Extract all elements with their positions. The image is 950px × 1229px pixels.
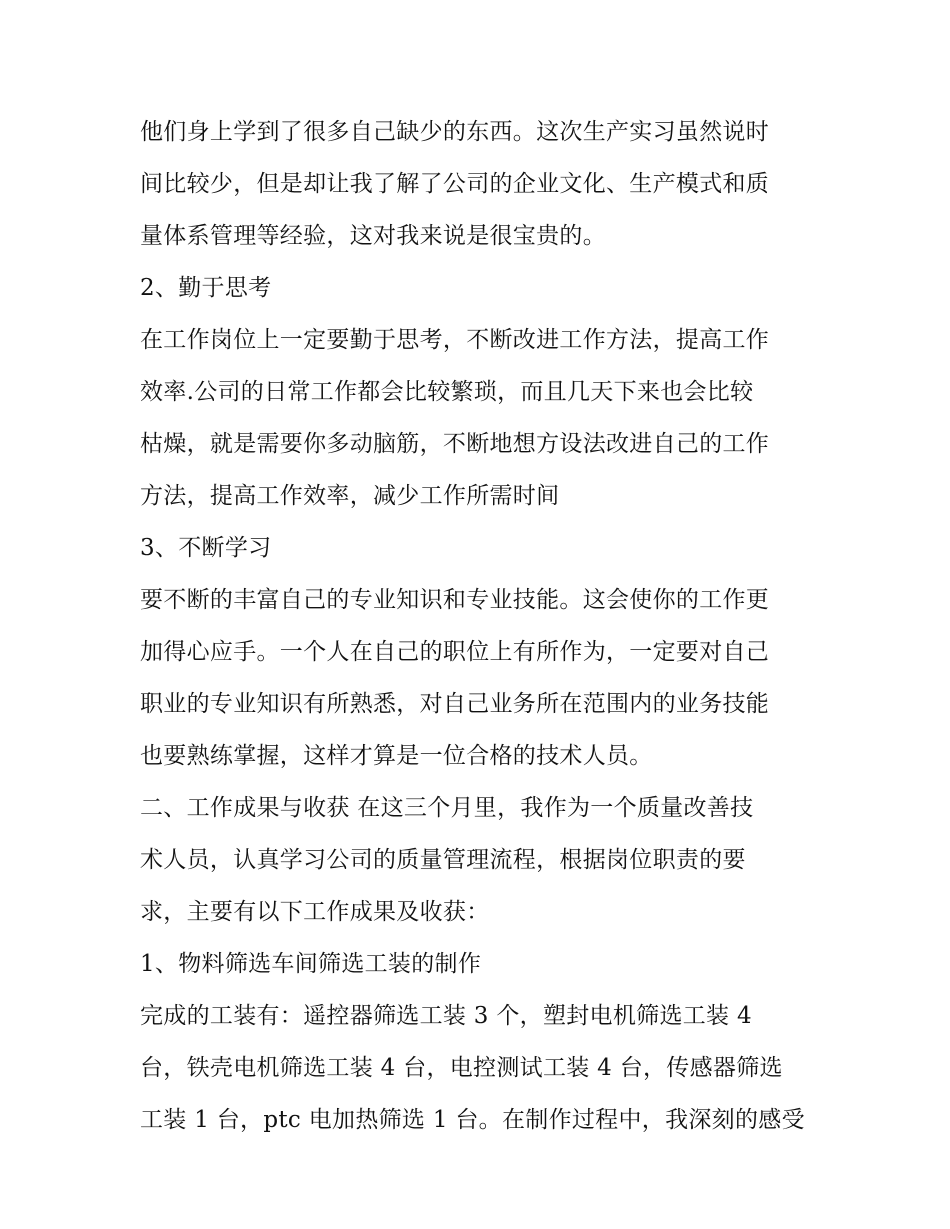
paragraph-line: 方法，提高工作效率，减少工作所需时间 [140, 483, 560, 509]
paragraph-line: 间比较少，但是却让我了解了公司的企业文化、生产模式和质 [140, 171, 770, 197]
paragraph-line: 职业的专业知识有所熟悉，对自己业务所在范围内的业务技能 [140, 691, 770, 717]
paragraph-line: 台，铁壳电机筛选工装 4 台，电控测试工装 4 台，传感器筛选 [140, 1055, 783, 1081]
paragraph-line: 术人员，认真学习公司的质量管理流程，根据岗位职责的要 [140, 847, 746, 873]
document-body [140, 106, 820, 1146]
paragraph-line: 效率.公司的日常工作都会比较繁琐，而且几天下来也会比较 [140, 379, 754, 405]
section-heading: 3、不断学习 [140, 535, 272, 561]
paragraph-line: 也要熟练掌握，这样才算是一位合格的技术人员。 [140, 743, 653, 769]
paragraph-line: 他们身上学到了很多自己缺少的东西。这次生产实习虽然说时 [140, 119, 770, 145]
paragraph-line: 工装 1 台，ptc 电加热筛选 1 台。在制作过程中，我深刻的感受 [140, 1107, 805, 1133]
paragraph-line: 求，主要有以下工作成果及收获： [140, 899, 490, 925]
section-heading: 1、物料筛选车间筛选工装的制作 [140, 951, 482, 977]
section-heading: 二、工作成果与收获 在这三个月里，我作为一个质量改善技 [140, 795, 754, 821]
paragraph-line: 量体系管理等经验，这对我来说是很宝贵的。 [140, 223, 606, 249]
paragraph-line: 在工作岗位上一定要勤于思考，不断改进工作方法，提高工作 [140, 327, 770, 353]
paragraph-line: 加得心应手。一个人在自己的职位上有所作为，一定要对自己 [140, 639, 770, 665]
paragraph-line: 完成的工装有：遥控器筛选工装 3 个，塑封电机筛选工装 4 [140, 1003, 752, 1029]
paragraph-line: 要不断的丰富自己的专业知识和专业技能。这会使你的工作更 [140, 587, 770, 613]
paragraph-line: 枯燥，就是需要你多动脑筋，不断地想方设法改进自己的工作 [140, 431, 770, 457]
section-heading: 2、勤于思考 [140, 275, 272, 301]
